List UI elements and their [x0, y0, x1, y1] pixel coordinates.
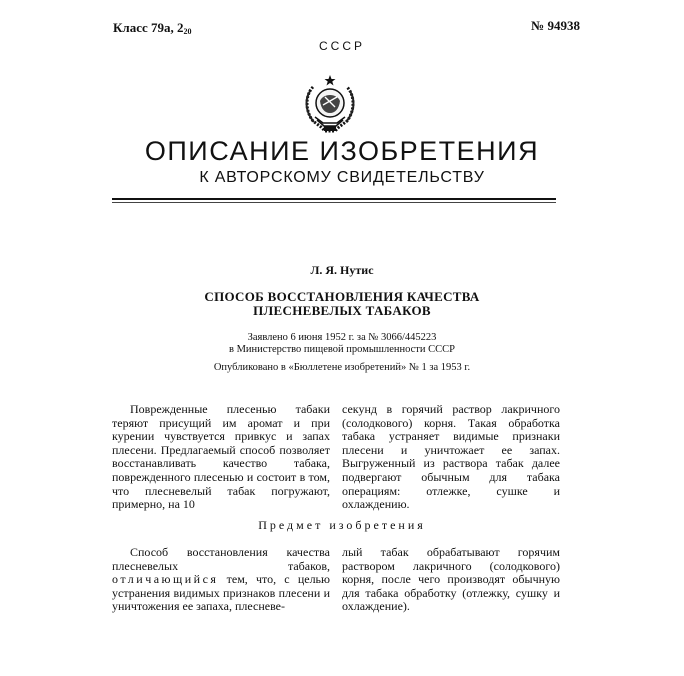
claims-text-left [112, 546, 330, 614]
classification-label [113, 20, 192, 36]
patent-number: № 94938 [531, 18, 580, 33]
publication-line: Опубликовано в «Бюллетене изобретений» № 1 за 1953 г. [213, 362, 471, 373]
claims-column-right [342, 546, 560, 614]
ministry-line: в Министерство пищевой промышленности СССР [228, 344, 455, 355]
claims-text-start: Способ восстановления качества плесневелых табаков, [112, 545, 330, 573]
description-text-left: Поврежденные плесенью табаки теряют присущий им аромат и при курении чувствуется привкус и запах плесени. Предлагаемый способ позволяет восстанавливать качество табака, поврежденного плесенью и состоит в том, что плесневелый табак погружают, примерно, на 10 [112, 402, 330, 512]
title-divider [112, 198, 556, 200]
claims-keyword: отличающийся [112, 572, 219, 587]
invention-title: СПОСОБ ВОССТАНОВЛЕНИЯ КАЧЕСТВА ПЛЕСНЕВЕЛЫХ ТАБАКОВ [204, 289, 480, 318]
description-text-right: секунд в горячий раствор лакричного (солодкового) корня. Такая обработка табака устраняет видимые признаки плесени и уничтожает ее запах. Выгруженный из раствора табак далее подвергают обычным для табака операциям: отлежке, сушке и охлаждению. [342, 402, 560, 512]
ussr-coat-of-arms-icon [301, 73, 359, 135]
author-name: Л. Я. Нутис [310, 263, 374, 277]
description-column-left [112, 403, 330, 512]
document-title: ОПИСАНИЕ ИЗОБРЕТЕНИЯ [144, 136, 540, 166]
claims-column-left [112, 546, 330, 614]
filed-date: Заявлено 6 июня 1952 г. за № 3066/445223 [247, 332, 437, 343]
description-column-right [342, 403, 560, 512]
class-subscript: 20 [183, 27, 192, 36]
class-text: Класс 79а, 2 [113, 20, 184, 35]
claims-heading: Предмет изобретения [258, 518, 426, 532]
document-subtitle: К АВТОРСКОМУ СВИДЕТЕЛЬСТВУ [199, 169, 485, 186]
country-label: СССР [318, 39, 365, 53]
title-divider-thin [112, 202, 556, 203]
claims-text-right: лый табак обрабатывают горячим раствором лакричного (солодкового) корня, после чего производят обычную для табака обработку (отлежку, сушку и охлаждение). [342, 545, 560, 614]
claims-text-end: тем, что, с целью устранения видимых признаков плесени и уничтожения ее запаха, плесневе- [112, 572, 330, 614]
